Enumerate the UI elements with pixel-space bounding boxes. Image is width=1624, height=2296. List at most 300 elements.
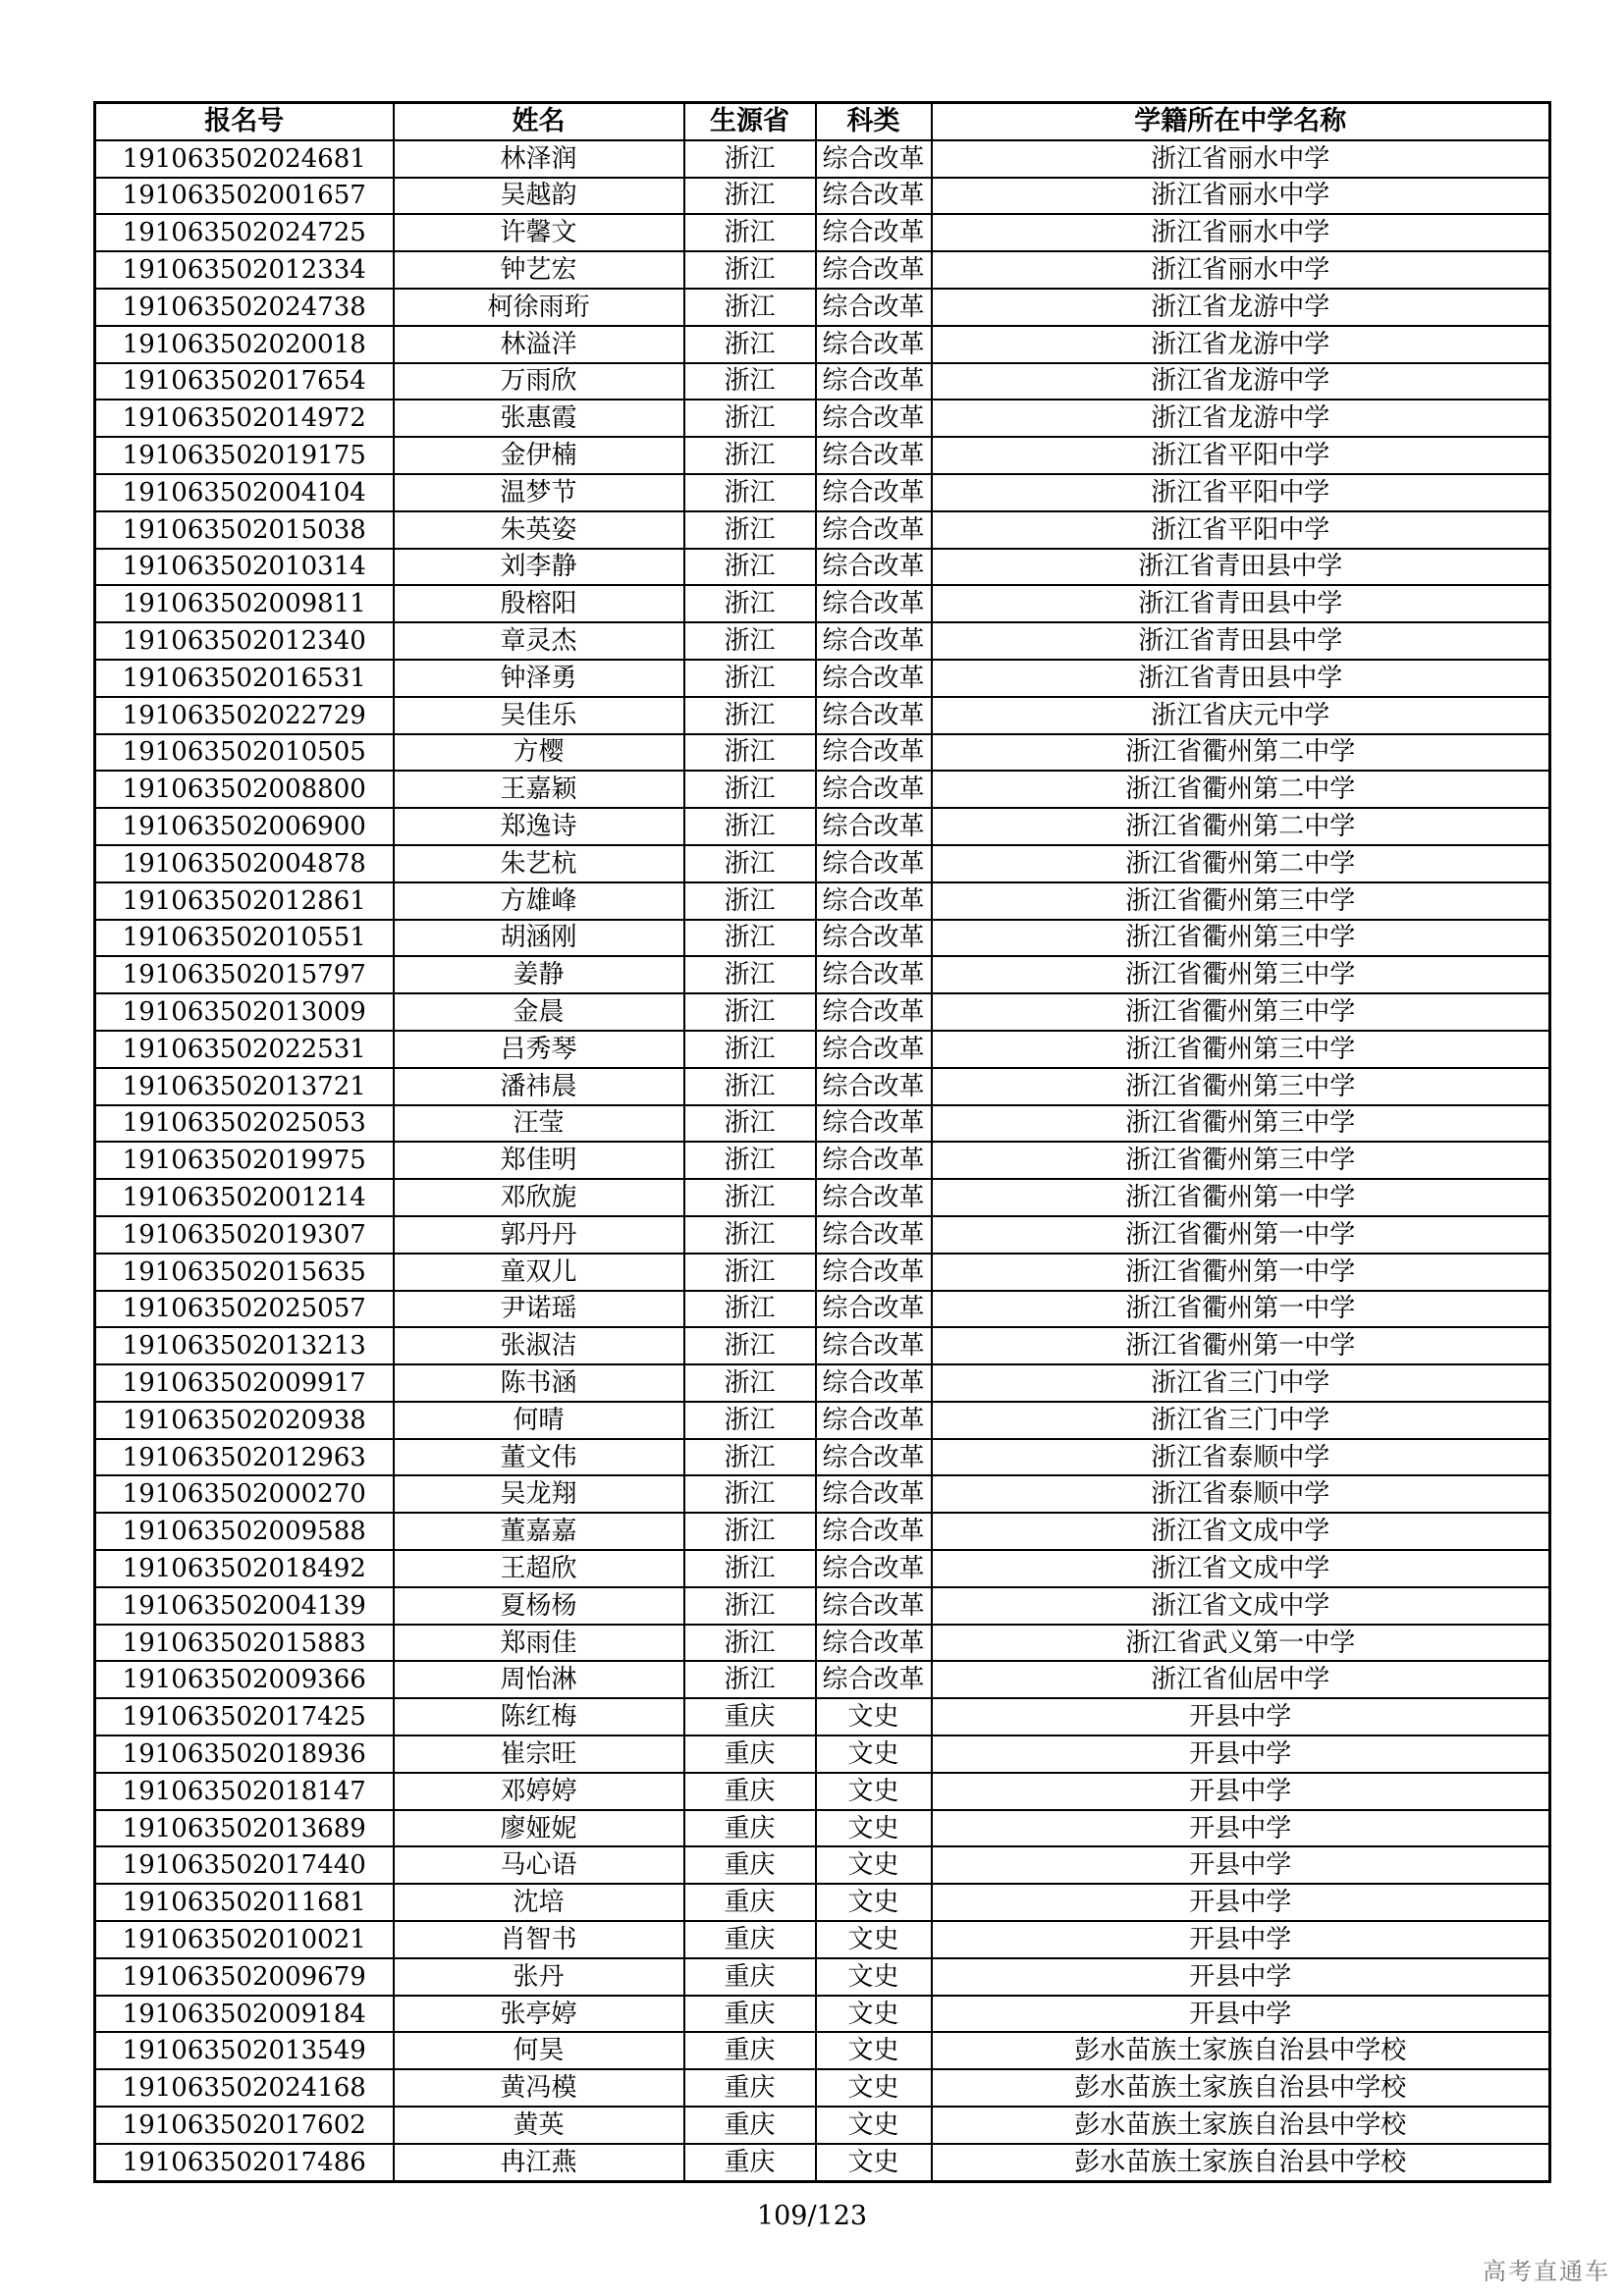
school-name-cell: 开县中学 [932, 1958, 1550, 1996]
category-cell: 综合改革 [816, 326, 932, 363]
category-cell: 综合改革 [816, 1550, 932, 1587]
name-cell: 王嘉颖 [394, 771, 684, 808]
school-name-cell: 浙江省平阳中学 [932, 474, 1550, 511]
source-province-cell: 浙江 [684, 1216, 816, 1254]
school-name-cell: 浙江省衢州第一中学 [932, 1216, 1550, 1254]
table-row [95, 1364, 1550, 1402]
name-cell: 尹诺瑶 [394, 1291, 684, 1328]
registration-number-cell: 191063502019307 [95, 1216, 394, 1254]
source-province-cell: 浙江 [684, 808, 816, 845]
name-cell: 冉江燕 [394, 2144, 684, 2181]
school-name-cell: 浙江省衢州第一中学 [932, 1179, 1550, 1216]
source-province-cell: 重庆 [684, 1698, 816, 1735]
table-row [95, 1735, 1550, 1773]
table-row [95, 1625, 1550, 1662]
table-row [95, 956, 1550, 993]
school-name-cell: 浙江省文成中学 [932, 1513, 1550, 1550]
school-name-cell: 开县中学 [932, 1810, 1550, 1847]
page-number: 109/123 [756, 2201, 868, 2231]
registration-number-cell: 191063502000270 [95, 1475, 394, 1513]
school-name-cell: 浙江省龙游中学 [932, 289, 1550, 326]
name-cell: 周怡淋 [394, 1661, 684, 1698]
table-row [95, 1921, 1550, 1958]
column-header-school-name: 学籍所在中学名称 [932, 103, 1550, 140]
school-name-cell: 浙江省丽水中学 [932, 214, 1550, 251]
column-header-registration-number: 报名号 [95, 103, 394, 140]
registration-number-cell: 191063502017440 [95, 1846, 394, 1884]
source-province-cell: 浙江 [684, 1364, 816, 1402]
school-name-cell: 开县中学 [932, 1921, 1550, 1958]
source-province-cell: 浙江 [684, 1105, 816, 1143]
table-row [95, 1475, 1550, 1513]
registration-number-cell: 191063502024681 [95, 140, 394, 178]
table-row [95, 2069, 1550, 2107]
category-cell: 文史 [816, 1773, 932, 1810]
table-row [95, 1698, 1550, 1735]
table-row [95, 1327, 1550, 1364]
table-row [95, 437, 1550, 474]
name-cell: 方雄峰 [394, 882, 684, 920]
school-name-cell: 浙江省衢州第三中学 [932, 956, 1550, 993]
category-cell: 文史 [816, 2107, 932, 2144]
school-name-cell: 浙江省衢州第三中学 [932, 1142, 1550, 1179]
name-cell: 温梦节 [394, 474, 684, 511]
category-cell: 综合改革 [816, 1475, 932, 1513]
source-province-cell: 浙江 [684, 1513, 816, 1550]
name-cell: 黄冯模 [394, 2069, 684, 2107]
school-name-cell: 浙江省青田县中学 [932, 660, 1550, 697]
school-name-cell: 浙江省衢州第三中学 [932, 1068, 1550, 1105]
registration-number-cell: 191063502006900 [95, 808, 394, 845]
category-cell: 文史 [816, 2069, 932, 2107]
source-province-cell: 重庆 [684, 2107, 816, 2144]
table-row [95, 214, 1550, 251]
table-row [95, 1439, 1550, 1476]
school-name-cell: 浙江省平阳中学 [932, 437, 1550, 474]
category-cell: 综合改革 [816, 1068, 932, 1105]
table-row [95, 882, 1550, 920]
registration-number-cell: 191063502019975 [95, 1142, 394, 1179]
name-cell: 汪莹 [394, 1105, 684, 1143]
category-cell: 综合改革 [816, 1291, 932, 1328]
name-cell: 吴佳乐 [394, 697, 684, 734]
table-row [95, 585, 1550, 622]
registration-number-cell: 191063502009679 [95, 1958, 394, 1996]
school-name-cell: 浙江省衢州第二中学 [932, 771, 1550, 808]
name-cell: 潘祎晨 [394, 1068, 684, 1105]
name-cell: 马心语 [394, 1846, 684, 1884]
category-cell: 综合改革 [816, 993, 932, 1031]
name-cell: 童双儿 [394, 1254, 684, 1291]
school-name-cell: 浙江省衢州第三中学 [932, 1031, 1550, 1068]
category-cell: 综合改革 [816, 1179, 932, 1216]
name-cell: 郑逸诗 [394, 808, 684, 845]
table-row [95, 660, 1550, 697]
source-province-cell: 浙江 [684, 585, 816, 622]
category-cell: 综合改革 [816, 251, 932, 289]
source-province-cell: 重庆 [684, 1958, 816, 1996]
table-row [95, 251, 1550, 289]
registration-number-cell: 191063502011681 [95, 1884, 394, 1921]
name-cell: 殷榕阳 [394, 585, 684, 622]
name-cell: 夏杨杨 [394, 1587, 684, 1625]
school-name-cell: 浙江省泰顺中学 [932, 1439, 1550, 1476]
source-province-cell: 重庆 [684, 2032, 816, 2069]
source-province-cell: 浙江 [684, 474, 816, 511]
category-cell: 文史 [816, 1884, 932, 1921]
registration-number-cell: 191063502013213 [95, 1327, 394, 1364]
school-name-cell: 浙江省衢州第三中学 [932, 993, 1550, 1031]
registration-number-cell: 191063502009811 [95, 585, 394, 622]
registration-number-cell: 191063502012334 [95, 251, 394, 289]
table-row [95, 771, 1550, 808]
name-cell: 朱艺杭 [394, 845, 684, 882]
table-row [95, 363, 1550, 400]
registration-number-cell: 191063502022531 [95, 1031, 394, 1068]
table-row [95, 1031, 1550, 1068]
table-row [95, 326, 1550, 363]
school-name-cell: 彭水苗族土家族自治县中学校 [932, 2069, 1550, 2107]
registration-number-cell: 191063502004139 [95, 1587, 394, 1625]
category-cell: 综合改革 [816, 920, 932, 957]
source-province-cell: 重庆 [684, 1884, 816, 1921]
source-province-cell: 浙江 [684, 1475, 816, 1513]
registration-number-cell: 191063502010551 [95, 920, 394, 957]
school-name-cell: 浙江省丽水中学 [932, 251, 1550, 289]
school-name-cell: 浙江省衢州第二中学 [932, 808, 1550, 845]
registration-number-cell: 191063502013009 [95, 993, 394, 1031]
category-cell: 综合改革 [816, 697, 932, 734]
registration-number-cell: 191063502013549 [95, 2032, 394, 2069]
table-row [95, 178, 1550, 215]
source-province-cell: 浙江 [684, 771, 816, 808]
registration-number-cell: 191063502013689 [95, 1810, 394, 1847]
name-cell: 廖娅妮 [394, 1810, 684, 1847]
source-province-cell: 浙江 [684, 214, 816, 251]
source-province-cell: 重庆 [684, 1735, 816, 1773]
name-cell: 张淑洁 [394, 1327, 684, 1364]
table-row [95, 400, 1550, 437]
name-cell: 金晨 [394, 993, 684, 1031]
school-name-cell: 浙江省衢州第三中学 [932, 882, 1550, 920]
table-row [95, 1179, 1550, 1216]
category-cell: 综合改革 [816, 178, 932, 215]
source-province-cell: 浙江 [684, 1031, 816, 1068]
source-province-cell: 浙江 [684, 845, 816, 882]
registration-number-cell: 191063502024168 [95, 2069, 394, 2107]
name-cell: 何晴 [394, 1402, 684, 1439]
column-header-source-province: 生源省 [684, 103, 816, 140]
registration-number-cell: 191063502009184 [95, 1996, 394, 2033]
category-cell: 文史 [816, 2144, 932, 2181]
table-row [95, 920, 1550, 957]
source-province-cell: 浙江 [684, 1327, 816, 1364]
name-cell: 朱英姿 [394, 511, 684, 549]
category-cell: 综合改革 [816, 1587, 932, 1625]
name-cell: 吴越韵 [394, 178, 684, 215]
school-name-cell: 浙江省衢州第三中学 [932, 1105, 1550, 1143]
name-cell: 钟泽勇 [394, 660, 684, 697]
category-cell: 文史 [816, 1996, 932, 2033]
name-cell: 张亭婷 [394, 1996, 684, 2033]
source-province-cell: 浙江 [684, 400, 816, 437]
registration-number-cell: 191063502016531 [95, 660, 394, 697]
name-cell: 董文伟 [394, 1439, 684, 1476]
school-name-cell: 浙江省丽水中学 [932, 140, 1550, 178]
table-row [95, 1105, 1550, 1143]
registration-number-cell: 191063502001657 [95, 178, 394, 215]
source-province-cell: 浙江 [684, 1550, 816, 1587]
school-name-cell: 浙江省平阳中学 [932, 511, 1550, 549]
name-cell: 陈书涵 [394, 1364, 684, 1402]
category-cell: 综合改革 [816, 474, 932, 511]
category-cell: 综合改革 [816, 585, 932, 622]
source-province-cell: 浙江 [684, 140, 816, 178]
table-body [95, 140, 1550, 2181]
source-province-cell: 浙江 [684, 1587, 816, 1625]
table-row [95, 993, 1550, 1031]
table-row [95, 1142, 1550, 1179]
registration-number-cell: 191063502018492 [95, 1550, 394, 1587]
source-province-cell: 浙江 [684, 511, 816, 549]
category-cell: 文史 [816, 1958, 932, 1996]
name-cell: 林泽润 [394, 140, 684, 178]
school-name-cell: 浙江省青田县中学 [932, 585, 1550, 622]
school-name-cell: 浙江省仙居中学 [932, 1661, 1550, 1698]
table-row [95, 622, 1550, 660]
registration-number-cell: 191063502010314 [95, 549, 394, 586]
category-cell: 文史 [816, 1921, 932, 1958]
school-name-cell: 浙江省衢州第二中学 [932, 845, 1550, 882]
column-header-name: 姓名 [394, 103, 684, 140]
registration-number-cell: 191063502008800 [95, 771, 394, 808]
name-cell: 刘李静 [394, 549, 684, 586]
registration-number-cell: 191063502025053 [95, 1105, 394, 1143]
name-cell: 章灵杰 [394, 622, 684, 660]
table-row [95, 140, 1550, 178]
name-cell: 吴龙翔 [394, 1475, 684, 1513]
table-row [95, 1402, 1550, 1439]
name-cell: 金伊楠 [394, 437, 684, 474]
source-province-cell: 浙江 [684, 178, 816, 215]
table-header [95, 103, 1550, 140]
category-cell: 综合改革 [816, 140, 932, 178]
table-row [95, 1550, 1550, 1587]
registration-number-cell: 191063502012340 [95, 622, 394, 660]
source-province-cell: 浙江 [684, 1142, 816, 1179]
source-province-cell: 浙江 [684, 1291, 816, 1328]
registration-number-cell: 191063502025057 [95, 1291, 394, 1328]
category-cell: 综合改革 [816, 1439, 932, 1476]
name-cell: 邓欣旎 [394, 1179, 684, 1216]
school-name-cell: 浙江省衢州第一中学 [932, 1254, 1550, 1291]
source-province-cell: 浙江 [684, 1068, 816, 1105]
source-province-cell: 浙江 [684, 1254, 816, 1291]
school-name-cell: 浙江省文成中学 [932, 1550, 1550, 1587]
table-row [95, 1996, 1550, 2033]
registration-number-cell: 191063502019175 [95, 437, 394, 474]
category-cell: 综合改革 [816, 549, 932, 586]
name-cell: 郑佳明 [394, 1142, 684, 1179]
name-cell: 万雨欣 [394, 363, 684, 400]
school-name-cell: 开县中学 [932, 1884, 1550, 1921]
school-name-cell: 开县中学 [932, 1846, 1550, 1884]
name-cell: 吕秀琴 [394, 1031, 684, 1068]
admission-roster-table [93, 101, 1551, 2183]
table-row [95, 1513, 1550, 1550]
registration-number-cell: 191063502013721 [95, 1068, 394, 1105]
registration-number-cell: 191063502004104 [95, 474, 394, 511]
school-name-cell: 浙江省衢州第二中学 [932, 734, 1550, 772]
school-name-cell: 浙江省三门中学 [932, 1402, 1550, 1439]
school-name-cell: 浙江省龙游中学 [932, 326, 1550, 363]
category-cell: 综合改革 [816, 289, 932, 326]
school-name-cell: 开县中学 [932, 1996, 1550, 2033]
table-row [95, 549, 1550, 586]
registration-number-cell: 191063502010505 [95, 734, 394, 772]
table-row [95, 1884, 1550, 1921]
category-cell: 综合改革 [816, 1105, 932, 1143]
registration-number-cell: 191063502018147 [95, 1773, 394, 1810]
category-cell: 文史 [816, 1698, 932, 1735]
table-row [95, 1216, 1550, 1254]
school-name-cell: 浙江省龙游中学 [932, 400, 1550, 437]
registration-number-cell: 191063502004878 [95, 845, 394, 882]
source-province-cell: 浙江 [684, 1625, 816, 1662]
source-province-cell: 浙江 [684, 251, 816, 289]
table-row [95, 511, 1550, 549]
school-name-cell: 彭水苗族土家族自治县中学校 [932, 2032, 1550, 2069]
source-province-cell: 重庆 [684, 1846, 816, 1884]
table-row [95, 1661, 1550, 1698]
registration-number-cell: 191063502015797 [95, 956, 394, 993]
name-cell: 王超欣 [394, 1550, 684, 1587]
table-row [95, 1810, 1550, 1847]
category-cell: 综合改革 [816, 400, 932, 437]
table-row [95, 2144, 1550, 2181]
source-province-cell: 浙江 [684, 697, 816, 734]
source-province-cell: 浙江 [684, 734, 816, 772]
name-cell: 崔宗旺 [394, 1735, 684, 1773]
registration-number-cell: 191063502017425 [95, 1698, 394, 1735]
table-row [95, 1846, 1550, 1884]
name-cell: 肖智书 [394, 1921, 684, 1958]
name-cell: 张丹 [394, 1958, 684, 1996]
name-cell: 沈培 [394, 1884, 684, 1921]
source-province-cell: 重庆 [684, 1773, 816, 1810]
school-name-cell: 浙江省衢州第三中学 [932, 920, 1550, 957]
source-province-cell: 浙江 [684, 326, 816, 363]
category-cell: 综合改革 [816, 1142, 932, 1179]
category-cell: 综合改革 [816, 1364, 932, 1402]
category-cell: 综合改革 [816, 1254, 932, 1291]
category-cell: 综合改革 [816, 1513, 932, 1550]
source-province-cell: 浙江 [684, 437, 816, 474]
source-province-cell: 浙江 [684, 920, 816, 957]
category-cell: 综合改革 [816, 363, 932, 400]
table-row [95, 1068, 1550, 1105]
school-name-cell: 开县中学 [932, 1773, 1550, 1810]
school-name-cell: 浙江省丽水中学 [932, 178, 1550, 215]
school-name-cell: 浙江省庆元中学 [932, 697, 1550, 734]
school-name-cell: 开县中学 [932, 1735, 1550, 1773]
table-row [95, 734, 1550, 772]
name-cell: 郭丹丹 [394, 1216, 684, 1254]
registration-number-cell: 191063502024725 [95, 214, 394, 251]
registration-number-cell: 191063502012861 [95, 882, 394, 920]
registration-number-cell: 191063502017602 [95, 2107, 394, 2144]
source-province-cell: 浙江 [684, 660, 816, 697]
table-row [95, 697, 1550, 734]
source-province-cell: 重庆 [684, 1996, 816, 2033]
registration-number-cell: 191063502001214 [95, 1179, 394, 1216]
registration-number-cell: 191063502009588 [95, 1513, 394, 1550]
source-province-cell: 浙江 [684, 1439, 816, 1476]
column-header-category: 科类 [816, 103, 932, 140]
name-cell: 许馨文 [394, 214, 684, 251]
registration-number-cell: 191063502015883 [95, 1625, 394, 1662]
name-cell: 方樱 [394, 734, 684, 772]
category-cell: 文史 [816, 2032, 932, 2069]
table-row [95, 2107, 1550, 2144]
registration-number-cell: 191063502017654 [95, 363, 394, 400]
registration-number-cell: 191063502012963 [95, 1439, 394, 1476]
source-province-cell: 浙江 [684, 993, 816, 1031]
registration-number-cell: 191063502020938 [95, 1402, 394, 1439]
name-cell: 姜静 [394, 956, 684, 993]
name-cell: 胡涵刚 [394, 920, 684, 957]
source-province-cell: 浙江 [684, 622, 816, 660]
school-name-cell: 浙江省青田县中学 [932, 549, 1550, 586]
category-cell: 综合改革 [816, 1216, 932, 1254]
category-cell: 综合改革 [816, 956, 932, 993]
school-name-cell: 浙江省衢州第一中学 [932, 1291, 1550, 1328]
registration-number-cell: 191063502015038 [95, 511, 394, 549]
name-cell: 陈红梅 [394, 1698, 684, 1735]
source-province-cell: 浙江 [684, 1661, 816, 1698]
source-province-cell: 浙江 [684, 363, 816, 400]
category-cell: 综合改革 [816, 1625, 932, 1662]
source-province-cell: 浙江 [684, 289, 816, 326]
category-cell: 综合改革 [816, 808, 932, 845]
header-row [95, 103, 1550, 140]
school-name-cell: 浙江省武义第一中学 [932, 1625, 1550, 1662]
name-cell: 邓婷婷 [394, 1773, 684, 1810]
category-cell: 综合改革 [816, 214, 932, 251]
registration-number-cell: 191063502009366 [95, 1661, 394, 1698]
school-name-cell: 浙江省泰顺中学 [932, 1475, 1550, 1513]
source-province-cell: 重庆 [684, 1810, 816, 1847]
source-province-cell: 浙江 [684, 882, 816, 920]
table-row [95, 808, 1550, 845]
table-row [95, 845, 1550, 882]
name-cell: 柯徐雨珩 [394, 289, 684, 326]
category-cell: 综合改革 [816, 734, 932, 772]
registration-number-cell: 191063502017486 [95, 2144, 394, 2181]
category-cell: 综合改革 [816, 1661, 932, 1698]
school-name-cell: 浙江省文成中学 [932, 1587, 1550, 1625]
table-row [95, 2032, 1550, 2069]
name-cell: 张惠霞 [394, 400, 684, 437]
school-name-cell: 开县中学 [932, 1698, 1550, 1735]
school-name-cell: 浙江省青田县中学 [932, 622, 1550, 660]
category-cell: 综合改革 [816, 1402, 932, 1439]
registration-number-cell: 191063502018936 [95, 1735, 394, 1773]
source-province-cell: 浙江 [684, 956, 816, 993]
name-cell: 何昊 [394, 2032, 684, 2069]
table-row [95, 1958, 1550, 1996]
category-cell: 文史 [816, 1810, 932, 1847]
